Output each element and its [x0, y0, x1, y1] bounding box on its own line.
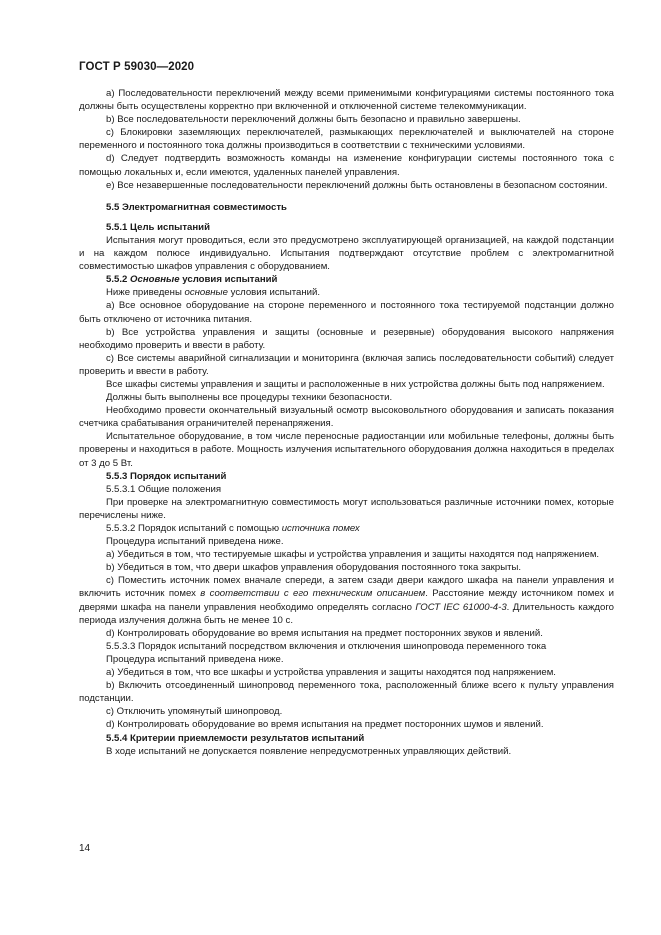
paragraph: d) Контролировать оборудование во время испытания на предмет посторонних звуков и явлений. — [106, 627, 543, 639]
text-run: . Длительность каждого периода излучения должна быть не менее 10 с. — [79, 601, 614, 626]
document-header: ГОСТ Р 59030—2020 — [79, 61, 195, 73]
page-number: 14 — [79, 843, 91, 854]
paragraph: Процедура испытаний приведена ниже. — [106, 536, 284, 548]
heading-number: 5.5.2 — [106, 274, 128, 286]
paragraph: Все шкафы системы управления и защиты и расположенные в них устройства должны быть под напряжением. — [106, 378, 605, 390]
subsection-heading-5-5-3-2 — [79, 522, 614, 535]
section-heading-5-5-1: 5.5.1 Цель испытаний — [106, 221, 210, 233]
paragraph — [79, 574, 614, 626]
paragraph: c) Все системы аварийной сигнализации и мониторинга (включая запись последовательности событий) следует проверить и ввести в работу. — [79, 352, 614, 377]
paragraph: a) Все основное оборудование на стороне переменного и постоянного тока тестируемой подстанции должно быть отключено от источника питания. — [79, 300, 614, 325]
paragraph: При проверке на электромагнитную совместимость могут использоваться различные источники помех, которые перечислены ниже. — [79, 496, 614, 521]
paragraph: Процедура испытаний приведена ниже. — [106, 653, 284, 665]
section-heading-5-5: 5.5 Электромагнитная совместимость — [106, 201, 287, 213]
section-heading-5-5-2 — [79, 273, 614, 286]
section-heading-5-5-4: 5.5.4 Критерии приемлемости результатов испытаний — [106, 732, 365, 744]
paragraph: Испытательное оборудование, в том числе переносные радиостанции или мобильные телефоны, должны быть проверены и находиться в работе. Мощность излучения испытательного оборудования должна находиться в пределах от 3 до 5 Вт. — [79, 431, 614, 469]
paragraph: d) Следует подтвердить возможность команды на изменение конфигурации системы постоянного тока с помощью локальных и, если имеются, удаленных панелей управления. — [79, 153, 614, 178]
paragraph: a) Последовательности переключений между всеми применимыми конфигурациями системы постоянного тока должны быть осуществлены корректно при включенной и отключенной системе телекоммуникации. — [79, 88, 614, 113]
text-run: условия испытаний. — [230, 287, 321, 299]
paragraph: b) Включить отсоединенный шинопровод переменного тока, расположенный ближе всего к пульту управления подстанции. — [79, 680, 614, 705]
text-run: . Расстояние между источником помех и дверями шкафа на панели управления необходимо определять согласно — [79, 588, 614, 613]
paragraph: b) Убедиться в том, что двери шкафов управления оборудования постоянного тока закрыты. — [106, 562, 522, 574]
paragraph: c) Блокировки заземляющих переключателей, размыкающих переключателей и выключателей на стороне переменного и постоянного тока должны производиться в соответствии с техническими условиями. — [79, 127, 614, 152]
heading-emphasis: Основные — [130, 274, 180, 286]
paragraph: Должны быть выполнены все процедуры техники безопасности. — [106, 392, 393, 404]
paragraph: a) Убедиться в том, что все шкафы и устройства управления и защиты находятся под напряжением. — [106, 667, 556, 679]
paragraph: c) Отключить упомянутый шинопровод. — [106, 706, 283, 718]
paragraph: Испытания могут проводиться, если это предусмотрено эксплуатирующей организацией, на каждой подстанции и на каждом полюсе индивидуально. Испытания подтверждают отсутствие проблем с электромагнитной совместимостью шкафов управления с оборудованием. — [79, 234, 614, 273]
emphasis: источника помех — [281, 523, 360, 534]
paragraph: Необходимо провести окончательный визуальный осмотр высоковольтного оборудования и записать показания счетчика срабатывания ограничителей перенапряжения. — [79, 405, 614, 430]
paragraph — [79, 286, 614, 299]
emphasis: в соответствии с его техническим описанием — [200, 588, 426, 600]
paragraph: e) Все незавершенные последовательности переключений должны быть остановлены в безопасном состоянии. — [106, 179, 608, 191]
paragraph: d) Контролировать оборудование во время испытания на предмет посторонних шумов и явлений. — [106, 719, 544, 731]
document-body — [79, 87, 614, 758]
paragraph: b) Все устройства управления и защиты (основные и резервные) оборудования высокого напряжения необходимо проверить и ввести в работу. — [79, 326, 614, 351]
section-heading-5-5-3: 5.5.3 Порядок испытаний — [106, 470, 227, 482]
paragraph: В ходе испытаний не допускается появление непредусмотренных управляющих действий. — [106, 745, 512, 757]
emphasis: основные — [184, 287, 228, 299]
standard-reference: ГОСТ IEC 61000-4-3 — [415, 601, 507, 613]
subsection-heading-5-5-3-3: 5.5.3.3 Порядок испытаний посредством включения и отключения шинопровода переменного тока — [106, 640, 547, 652]
paragraph: a) Убедиться в том, что тестируемые шкафы и устройства управления и защиты находятся под напряжением. — [106, 549, 600, 561]
text-run: 5.5.3.2 Порядок испытаний с помощью — [106, 523, 280, 534]
paragraph: b) Все последовательности переключений должны быть безопасно и правильно завершены. — [106, 114, 521, 126]
heading-text: условия испытаний — [182, 274, 278, 286]
text-run: Ниже приведены — [106, 287, 182, 299]
subsection-heading-5-5-3-1: 5.5.3.1 Общие положения — [106, 483, 222, 495]
text-run: c) Поместить источник помех вначале спереди, а затем сзади двери каждого шкафа на панели управления и включить источник помех — [79, 575, 614, 600]
